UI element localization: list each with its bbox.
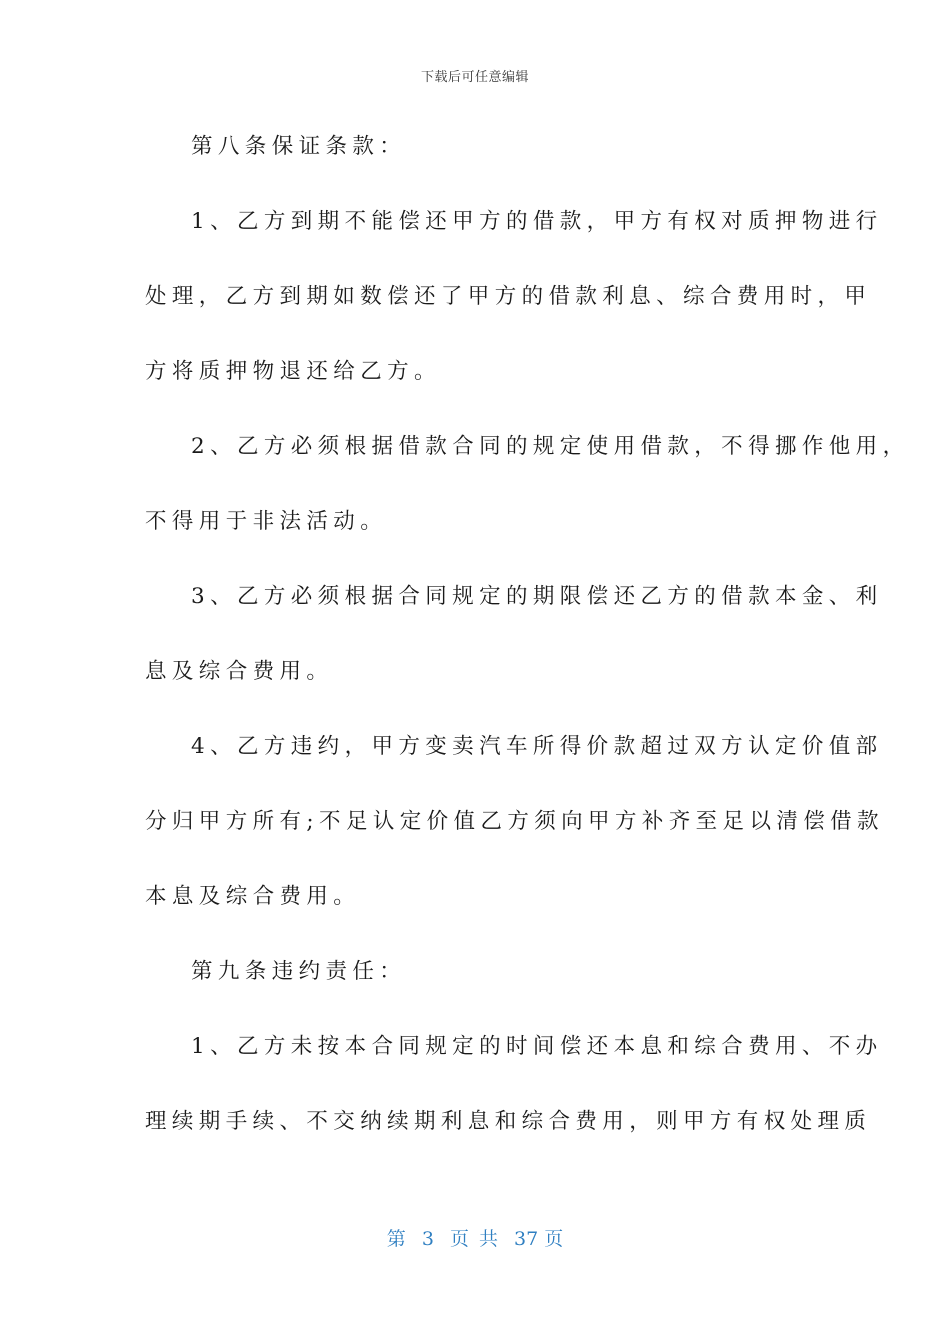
section-heading-article-8: 第八条保证条款：: [191, 134, 407, 159]
paragraph-line: 4、乙方违约，甲方变卖汽车所得价款超过双方认定价值部: [191, 734, 883, 759]
page-number: 3: [421, 1228, 434, 1250]
page-footer-suffix: 页: [544, 1228, 564, 1250]
section-heading-article-9: 第九条违约责任：: [191, 959, 407, 984]
paragraph-line: 1、乙方到期不能偿还甲方的借款，甲方有权对质押物进行: [191, 209, 883, 234]
paragraph-line: 1、乙方未按本合同规定的时间偿还本息和综合费用、不办: [191, 1034, 883, 1059]
paragraph-line: 处理，乙方到期如数偿还了甲方的借款利息、综合费用时，甲: [145, 284, 872, 309]
page-footer-prefix: 第: [386, 1228, 406, 1250]
paragraph-line: 不得用于非法活动。: [145, 509, 388, 534]
page-footer: [0, 1224, 950, 1251]
page-footer-middle: 页 共: [449, 1228, 498, 1250]
paragraph-line: 本息及综合费用。: [145, 884, 361, 909]
paragraph-line: 分归甲方所有;不足认定价值乙方须向甲方补齐至足以清偿借款: [145, 809, 884, 834]
paragraph-line: 理续期手续、不交纳续期利息和综合费用，则甲方有权处理质: [145, 1109, 872, 1134]
page-total: 37: [514, 1228, 539, 1250]
page-header: 下载后可任意编辑: [420, 70, 529, 85]
document-body: [145, 126, 910, 1176]
paragraph-line: 方将质押物退还给乙方。: [145, 359, 441, 384]
paragraph-line: 2、乙方必须根据借款合同的规定使用借款，不得挪作他用，: [191, 434, 910, 459]
paragraph-line: 3、乙方必须根据合同规定的期限偿还乙方的借款本金、利: [191, 584, 883, 609]
paragraph-line: 息及综合费用。: [145, 659, 334, 684]
